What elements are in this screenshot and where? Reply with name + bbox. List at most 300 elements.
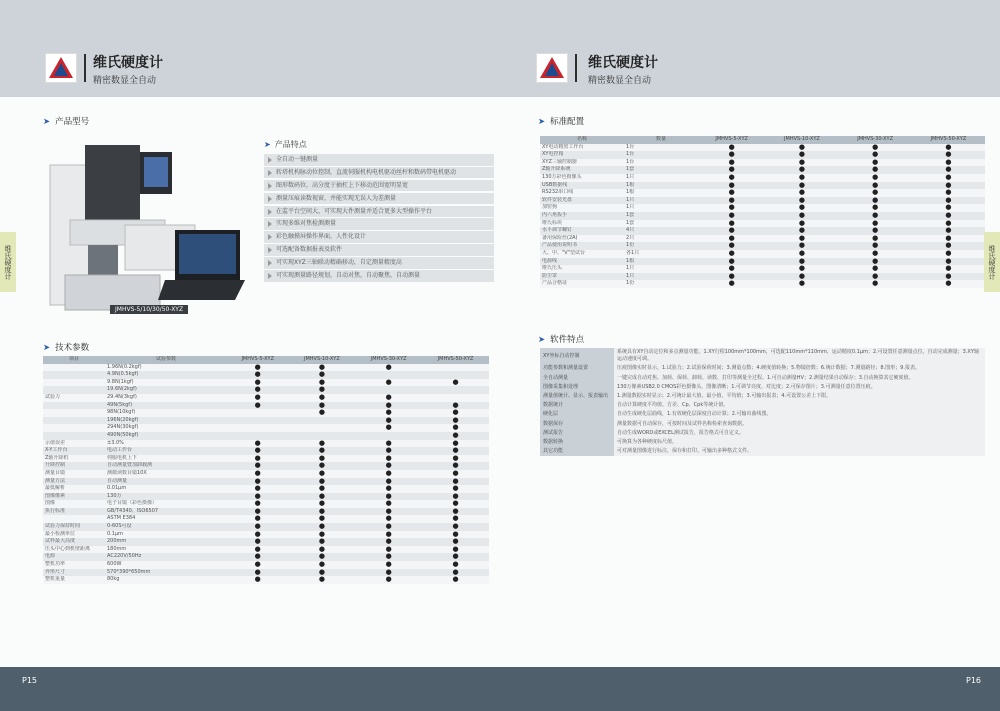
- table-row: [540, 420, 985, 429]
- row-label: 测量方法: [43, 478, 105, 486]
- feature-desc: 测量数据可自动保存，可按时间及试样名称检索查询数据。: [614, 420, 985, 429]
- row-param: AC220V/50Hz: [105, 553, 227, 561]
- dot-cell: ●: [698, 242, 765, 250]
- row-param: 130万: [105, 493, 227, 501]
- table-row: [540, 348, 985, 364]
- dot-cell: ●: [355, 493, 422, 501]
- row-param: GB/T4340、ISO6507: [105, 508, 227, 516]
- item-name: 软件安装光盘: [540, 197, 624, 205]
- dot-cell: ●: [422, 470, 489, 478]
- dot-cell: ●: [839, 197, 912, 205]
- dot-cell: ●: [355, 553, 422, 561]
- dot-cell: ●: [288, 379, 355, 387]
- dot-cell: ●: [227, 561, 288, 569]
- row-param: 294N(30kgf): [105, 424, 227, 432]
- dot-cell: ●: [288, 531, 355, 539]
- dot-cell: ●: [765, 258, 838, 266]
- page-subtitle: 精密数显全自动: [588, 76, 652, 86]
- dot-cell: ●: [422, 531, 489, 539]
- dot-cell: ●: [698, 182, 765, 190]
- page-title: 维氏硬度计: [588, 55, 658, 71]
- dot-cell: ●: [698, 166, 765, 174]
- table-row: [540, 144, 985, 152]
- item-name: 备用保险丝(2A): [540, 235, 624, 243]
- feature-name: 其它功能: [540, 447, 614, 456]
- dot-cell: ●: [288, 538, 355, 546]
- table-row: [43, 493, 489, 501]
- page-number: P15: [22, 676, 38, 685]
- dot-cell: ●: [355, 402, 422, 410]
- table-header: 试验参数: [105, 356, 227, 364]
- table-row: [540, 429, 985, 438]
- dot-cell: ●: [698, 159, 765, 167]
- table-row: [43, 462, 489, 470]
- arrow-icon: ➤: [264, 140, 271, 149]
- dot-cell: [288, 424, 355, 432]
- table-header: 名称: [540, 136, 624, 144]
- table-row: [43, 538, 489, 546]
- dot-cell: ●: [839, 166, 912, 174]
- dot-cell: ●: [912, 189, 985, 197]
- dot-cell: ●: [698, 273, 765, 281]
- dot-cell: ●: [698, 258, 765, 266]
- dot-cell: ●: [422, 500, 489, 508]
- table-row: [43, 371, 489, 379]
- dot-cell: ●: [422, 447, 489, 455]
- dot-cell: ●: [422, 553, 489, 561]
- dot-cell: ●: [422, 478, 489, 486]
- page-subtitle: 精密数显全自动: [93, 76, 157, 86]
- dot-cell: ●: [698, 174, 765, 182]
- dot-cell: ●: [765, 204, 838, 212]
- item-name: 产品使用说明书: [540, 242, 624, 250]
- dot-cell: ●: [765, 280, 838, 288]
- header-divider: [575, 54, 577, 82]
- dot-cell: ●: [227, 508, 288, 516]
- dot-cell: ●: [698, 250, 765, 258]
- brand-logo: [536, 53, 568, 83]
- page-number: P16: [966, 676, 982, 685]
- feature-name: 测量值统计、显示、报表输出: [540, 392, 614, 401]
- dot-cell: ●: [355, 379, 422, 387]
- dot-cell: [227, 432, 288, 440]
- row-param: 9.8N(1kgf): [105, 379, 227, 387]
- item-qty: 1台: [624, 144, 698, 152]
- dot-cell: ●: [698, 204, 765, 212]
- table-row: [43, 394, 489, 402]
- left-footer: [0, 667, 500, 711]
- section-std: ➤ 标准配置: [538, 117, 585, 127]
- row-param: 570*390*650mm: [105, 569, 227, 577]
- dot-cell: ●: [355, 531, 422, 539]
- feature-desc: 自动生成WORD或EXCEL测试报告，报告格式可自定义。: [614, 429, 985, 438]
- table-row: [43, 523, 489, 531]
- dot-cell: ●: [227, 569, 288, 577]
- row-param: 98N(10kgf): [105, 409, 227, 417]
- dot-cell: [288, 432, 355, 440]
- dot-cell: ●: [422, 546, 489, 554]
- dot-cell: ●: [912, 174, 985, 182]
- dot-cell: ●: [839, 144, 912, 152]
- dot-cell: ●: [355, 576, 422, 584]
- feature-name: 测试报告: [540, 429, 614, 438]
- dot-cell: ●: [227, 538, 288, 546]
- row-label: 试验力: [43, 394, 105, 402]
- dot-cell: ●: [839, 182, 912, 190]
- row-label: 整机功率: [43, 561, 105, 569]
- dot-cell: ●: [422, 417, 489, 425]
- item-qty: 1台: [624, 151, 698, 159]
- row-param: 0.01μm: [105, 485, 227, 493]
- features-panel: [264, 139, 494, 283]
- row-param: 1.96N(0.2kgf): [105, 364, 227, 372]
- dot-cell: ●: [698, 280, 765, 288]
- table-row: [43, 470, 489, 478]
- dot-cell: ●: [355, 417, 422, 425]
- table-row: [540, 220, 985, 228]
- row-label: [43, 424, 105, 432]
- dot-cell: ●: [839, 258, 912, 266]
- dot-cell: ●: [698, 265, 765, 273]
- dot-cell: ●: [355, 447, 422, 455]
- arrow-icon: ➤: [538, 335, 546, 345]
- dot-cell: ●: [765, 151, 838, 159]
- table-row: [540, 174, 985, 182]
- dot-cell: ●: [839, 189, 912, 197]
- row-param: 电子目镜（彩色摄像）: [105, 500, 227, 508]
- item-name: RS232串口线: [540, 189, 624, 197]
- dot-cell: ●: [227, 440, 288, 448]
- dot-cell: ●: [839, 227, 912, 235]
- feature-item: 转塔机构脉动位控制，直流伺服机构电机驱动丝杆和数码带电机驱动: [264, 167, 494, 179]
- dot-cell: ●: [912, 220, 985, 228]
- feature-desc: 可对测量图像进行标注，保存和打印。可输出多种格式文件。: [614, 447, 985, 456]
- dot-cell: [227, 417, 288, 425]
- row-label: [43, 386, 105, 394]
- dot-cell: ●: [839, 280, 912, 288]
- machine-illustration: [30, 130, 245, 325]
- dot-cell: ●: [839, 204, 912, 212]
- table-row: [540, 242, 985, 250]
- feature-desc: 130万像素USB2.0 CMOS彩色摄像头，图像清晰；1.可调节亮度、对比度；2.可保存图片；3.可测量任意位置压痕。: [614, 383, 985, 392]
- dot-cell: [288, 417, 355, 425]
- table-row: [43, 553, 489, 561]
- item-qty: 1台: [624, 159, 698, 167]
- dot-cell: ●: [912, 227, 985, 235]
- dot-cell: [355, 371, 422, 379]
- std-config-table: [540, 136, 985, 288]
- table-header: JMHVS-5-XYZ: [698, 136, 765, 144]
- dot-cell: ●: [765, 242, 838, 250]
- dot-cell: ●: [355, 424, 422, 432]
- row-param: 600W: [105, 561, 227, 569]
- dot-cell: ●: [422, 538, 489, 546]
- table-row: [540, 166, 985, 174]
- item-qty: 1只: [624, 174, 698, 182]
- dot-cell: ●: [355, 364, 422, 372]
- dot-cell: ●: [227, 523, 288, 531]
- dot-cell: ●: [912, 265, 985, 273]
- row-label: [43, 379, 105, 387]
- dot-cell: ●: [698, 227, 765, 235]
- section-tech: ➤ 技术参数: [43, 343, 90, 353]
- table-row: [540, 197, 985, 205]
- dot-cell: ●: [422, 432, 489, 440]
- feature-item: 全自动一键测量: [264, 154, 494, 166]
- dot-cell: ●: [422, 402, 489, 410]
- table-row: [540, 250, 985, 258]
- table-row: [540, 265, 985, 273]
- model-label: JMHVS-5/10/30/50-XYZ: [110, 305, 188, 314]
- item-qty: 1只: [624, 204, 698, 212]
- dot-cell: ●: [698, 197, 765, 205]
- dot-cell: ●: [422, 569, 489, 577]
- row-label: 升降控制: [43, 462, 105, 470]
- table-row: [540, 151, 985, 159]
- row-label: 执行标准: [43, 508, 105, 516]
- dot-cell: ●: [765, 197, 838, 205]
- right-footer: [500, 667, 1000, 711]
- table-row: [540, 204, 985, 212]
- item-qty: 1只: [624, 265, 698, 273]
- table-row: [43, 478, 489, 486]
- feature-item: 实现多维对焦检测测量: [264, 218, 494, 230]
- dot-cell: ●: [698, 235, 765, 243]
- dot-cell: ●: [839, 235, 912, 243]
- dot-cell: ●: [422, 462, 489, 470]
- row-param: 0-60S可设: [105, 523, 227, 531]
- dot-cell: [422, 371, 489, 379]
- dot-cell: ●: [765, 265, 838, 273]
- dot-cell: ●: [288, 523, 355, 531]
- item-name: 产品合格证: [540, 280, 624, 288]
- row-param: ±3.0%: [105, 440, 227, 448]
- row-param: 自动测量: [105, 478, 227, 486]
- table-row: [540, 189, 985, 197]
- row-param: 伺服电机上下: [105, 455, 227, 463]
- dot-cell: ●: [422, 485, 489, 493]
- dot-cell: ●: [227, 447, 288, 455]
- dot-cell: ●: [288, 546, 355, 554]
- dot-cell: ●: [765, 220, 838, 228]
- table-header: 项目: [43, 356, 105, 364]
- dot-cell: ●: [288, 462, 355, 470]
- dot-cell: ●: [355, 538, 422, 546]
- dot-cell: ●: [912, 235, 985, 243]
- table-row: [540, 447, 985, 456]
- row-label: 最低解析: [43, 485, 105, 493]
- table-row: [540, 392, 985, 401]
- dot-cell: ●: [912, 151, 985, 159]
- section-soft: ➤ 软件特点: [538, 335, 585, 345]
- table-row: [540, 182, 985, 190]
- dot-cell: ●: [355, 470, 422, 478]
- dot-cell: ●: [227, 470, 288, 478]
- dot-cell: ●: [912, 159, 985, 167]
- dot-cell: ●: [839, 250, 912, 258]
- dot-cell: ●: [288, 515, 355, 523]
- dot-cell: ●: [839, 159, 912, 167]
- feature-item: 可选配备数据报表及软件: [264, 244, 494, 256]
- item-qty: 1份: [624, 242, 698, 250]
- item-qty: 各1只: [624, 250, 698, 258]
- dot-cell: ●: [288, 478, 355, 486]
- feature-name: 硬化层: [540, 410, 614, 419]
- item-name: Z轴升降系统: [540, 166, 624, 174]
- dot-cell: ●: [422, 424, 489, 432]
- item-name: XYZ三轴控制器: [540, 159, 624, 167]
- dot-cell: ●: [288, 386, 355, 394]
- dot-cell: [227, 424, 288, 432]
- dot-cell: ●: [912, 144, 985, 152]
- dot-cell: ●: [288, 493, 355, 501]
- row-param: 4.9N(0.5kgf): [105, 371, 227, 379]
- row-label: [43, 402, 105, 410]
- row-label: 试验力保持时间: [43, 523, 105, 531]
- row-label: 最小检测单位: [43, 531, 105, 539]
- arrow-icon: ➤: [43, 117, 51, 127]
- feature-name: 图像采集和处理: [540, 383, 614, 392]
- table-row: [43, 424, 489, 432]
- table-row: [540, 364, 985, 373]
- dot-cell: ●: [765, 166, 838, 174]
- dot-cell: ●: [912, 166, 985, 174]
- dot-cell: ●: [288, 569, 355, 577]
- table-header: JMHVS-30-XYZ: [355, 356, 422, 364]
- dot-cell: ●: [839, 174, 912, 182]
- dot-cell: ●: [288, 440, 355, 448]
- dot-cell: ●: [227, 455, 288, 463]
- table-row: [43, 432, 489, 440]
- table-row: [43, 500, 489, 508]
- brand-logo: [45, 53, 77, 83]
- item-name: 维氏压头: [540, 265, 624, 273]
- row-label: [43, 432, 105, 440]
- feature-desc: 自动生成硬化层曲线，1.有效硬化层深度自动计算；2.可输出曲线图。: [614, 410, 985, 419]
- table-row: [43, 402, 489, 410]
- dot-cell: ●: [839, 242, 912, 250]
- item-qty: 1套: [624, 166, 698, 174]
- dot-cell: [422, 364, 489, 372]
- dot-cell: ●: [765, 273, 838, 281]
- item-name: 内六角扳手: [540, 212, 624, 220]
- dot-cell: ●: [288, 576, 355, 584]
- feature-item: 图形数码位，高分度于抽杠上下移动范围宽明显宽: [264, 180, 494, 192]
- row-param: 29.4N(3kgf): [105, 394, 227, 402]
- feature-item: 在监平台空间大，可实现大件测量并适合更多大型操作平台: [264, 206, 494, 218]
- dot-cell: ●: [422, 379, 489, 387]
- dot-cell: ●: [227, 485, 288, 493]
- row-param: 180mm: [105, 546, 227, 554]
- item-qty: 1根: [624, 182, 698, 190]
- side-tab-right: 维氏硬度计: [984, 232, 1000, 292]
- table-header: JMHVS-50-XYZ: [912, 136, 985, 144]
- row-label: [43, 364, 105, 372]
- row-param: 测微读数目镜10X: [105, 470, 227, 478]
- item-name: 130万彩色摄像头: [540, 174, 624, 182]
- feature-name: 数据转换: [540, 438, 614, 447]
- dot-cell: ●: [288, 371, 355, 379]
- item-name: XY电控箱: [540, 151, 624, 159]
- dot-cell: ●: [839, 151, 912, 159]
- dot-cell: ●: [227, 515, 288, 523]
- table-row: [540, 410, 985, 419]
- header-divider: [84, 54, 86, 82]
- feature-item: 测量压痕读数视窗，并能实现无误人为差测量: [264, 193, 494, 205]
- table-row: [540, 159, 985, 167]
- dot-cell: ●: [422, 523, 489, 531]
- table-row: [43, 455, 489, 463]
- dot-cell: ●: [355, 455, 422, 463]
- table-header: JMHVS-30-XYZ: [839, 136, 912, 144]
- dot-cell: ●: [355, 508, 422, 516]
- dot-cell: ●: [912, 242, 985, 250]
- side-tab-left: 维氏硬度计: [0, 232, 16, 292]
- dot-cell: ●: [422, 455, 489, 463]
- dot-cell: ●: [912, 182, 985, 190]
- dot-cell: ●: [912, 258, 985, 266]
- feature-item: 可实现测量路径规划，自动对焦，自动聚焦，自动测量: [264, 270, 494, 282]
- dot-cell: ●: [698, 151, 765, 159]
- dot-cell: ●: [765, 174, 838, 182]
- table-row: [43, 515, 489, 523]
- table-header: JMHVS-50-XYZ: [422, 356, 489, 364]
- dot-cell: ●: [839, 273, 912, 281]
- table-row: [43, 561, 489, 569]
- dot-cell: ●: [422, 576, 489, 584]
- item-name: 加密狗: [540, 204, 624, 212]
- table-row: [43, 440, 489, 448]
- table-row: [43, 508, 489, 516]
- dot-cell: ●: [355, 561, 422, 569]
- dot-cell: ●: [227, 402, 288, 410]
- dot-cell: ●: [355, 409, 422, 417]
- item-qty: 1套: [624, 220, 698, 228]
- table-header: 数量: [624, 136, 698, 144]
- dot-cell: ●: [227, 500, 288, 508]
- row-label: 图像像素: [43, 493, 105, 501]
- dot-cell: ●: [765, 235, 838, 243]
- dot-cell: ●: [355, 515, 422, 523]
- feature-desc: 压痕图像实时显示，1.试验力；2.试验保荷时间；3.测量点数；4.硬度值转换；5.物镜倍数；6.统计数据；7.测量路径；8.图形；9.报表。: [614, 364, 985, 373]
- dot-cell: ●: [227, 553, 288, 561]
- dot-cell: ●: [765, 212, 838, 220]
- dot-cell: ●: [422, 409, 489, 417]
- dot-cell: ●: [227, 493, 288, 501]
- feature-desc: 一键完成自动对焦、加荷、保荷、卸荷、读数、打印等测量全过程。1.可自动测量HV；2.测量结果自动保存；3.自动换算其它硬度值。: [614, 374, 985, 383]
- row-label: 图像: [43, 500, 105, 508]
- dot-cell: ●: [355, 569, 422, 577]
- dot-cell: ●: [698, 220, 765, 228]
- row-param: 自动测量暨加卸载测: [105, 462, 227, 470]
- item-name: 维氏标块: [540, 220, 624, 228]
- dot-cell: [422, 386, 489, 394]
- item-qty: 1根: [624, 189, 698, 197]
- table-row: [43, 485, 489, 493]
- dot-cell: ●: [765, 159, 838, 167]
- table-row: [540, 438, 985, 447]
- software-features-table: [540, 348, 985, 456]
- dot-cell: ●: [355, 394, 422, 402]
- dot-cell: ●: [288, 455, 355, 463]
- dot-cell: ●: [355, 440, 422, 448]
- dot-cell: ●: [288, 485, 355, 493]
- item-qty: 1套: [624, 212, 698, 220]
- item-name: 电源线: [540, 258, 624, 266]
- dot-cell: ●: [912, 250, 985, 258]
- dot-cell: ●: [227, 394, 288, 402]
- dot-cell: ●: [288, 364, 355, 372]
